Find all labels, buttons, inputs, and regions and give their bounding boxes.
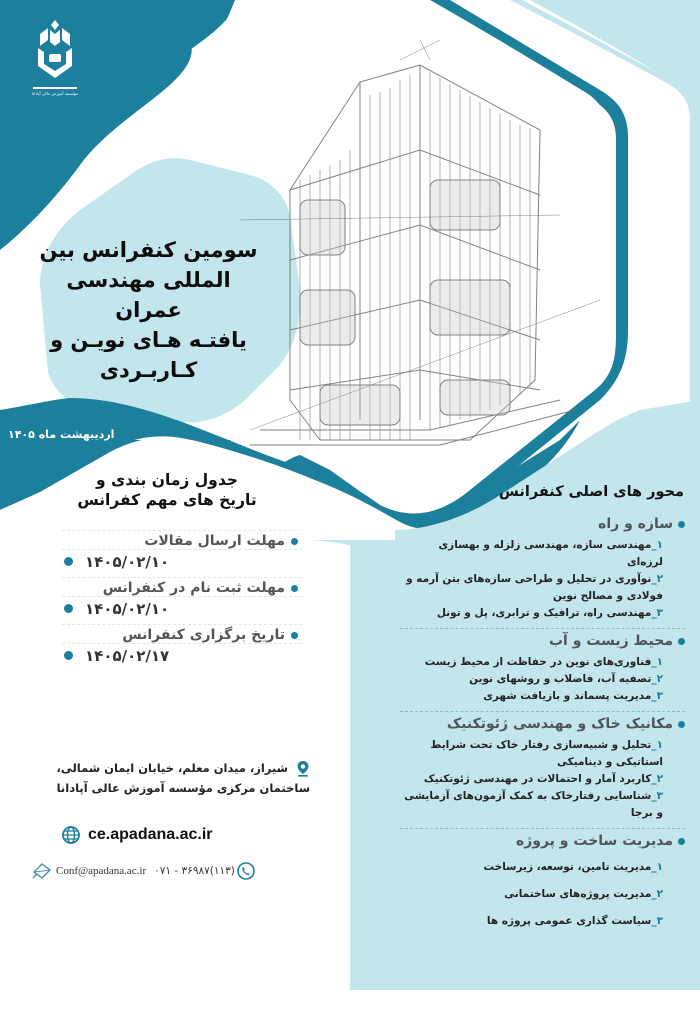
schedule-date: ۱۴۰۵/۰۲/۱۷	[85, 646, 170, 665]
topic-title: مدیریت ساخت و پروژه	[515, 833, 673, 849]
address-line-2: ساختمان مرکزی مؤسسه آموزش عالی آپادانا	[56, 781, 310, 795]
globe-icon	[62, 826, 80, 844]
topic-title: مکانیک خاک و مهندسی ژئوتکنیک	[446, 716, 673, 732]
topic-item: ۱_تحلیل و شبیه‌سازی رفتار خاک تحت شرایط استاتیکی و دینامیکی	[430, 739, 663, 768]
topic-item: ۲_تصفیه آب، فاضلاب و روشهای نوین	[469, 673, 663, 685]
schedule-date: ۱۴۰۵/۰۲/۱۰	[85, 599, 170, 618]
title-line-2: المللی مهندسی عمران	[66, 268, 231, 322]
conference-title	[36, 235, 261, 385]
bullet-icon	[678, 521, 685, 528]
institute-logo-icon	[30, 18, 80, 80]
topic-item: ۲_مدیریت پروژه‌های ساختمانی	[504, 888, 663, 900]
topic-item: ۳_مهندسی راه، ترافیک و ترابری، پل و تونل	[436, 607, 663, 619]
institute-logo	[30, 18, 80, 96]
email-address[interactable]: Conf@apadana.ac.ir	[56, 865, 147, 877]
schedule-date: ۱۴۰۵/۰۲/۱۰	[85, 552, 170, 571]
topic-item: ۱_مهندسی سازه، مهندسی زلزله و بهسازی لرزه‌ای	[438, 539, 663, 568]
bullet-icon	[64, 651, 73, 660]
logo-caption: مؤسسه آموزش عالی آپادانا	[31, 91, 79, 96]
website-link[interactable]	[62, 826, 213, 844]
schedule-label: تاریخ برگزاری کنفرانس	[122, 627, 285, 643]
topic-group	[400, 833, 685, 941]
topic-item: ۳_سیاست گذاری عمومی پروژه ها	[486, 915, 663, 927]
topic-title: محیط زیست و آب	[548, 633, 673, 649]
topic-group	[400, 516, 685, 629]
topic-item: ۳_شناسایی رفتارخاک به کمک آزمون‌های آزمایشی و برجا	[404, 790, 663, 819]
topic-title: سازه و راه	[598, 516, 673, 532]
phone-icon	[237, 862, 255, 880]
schedule-item	[62, 530, 302, 573]
bullet-icon	[678, 721, 685, 728]
schedule-label: مهلت ثبت نام در کنفرانس	[102, 580, 285, 596]
logo-divider	[33, 87, 77, 89]
title-line-4: کـاربـردی	[99, 358, 198, 382]
bullet-icon	[64, 604, 73, 613]
topic-item: ۲_نوآوری در تحلیل و طراحی سازه‌های بتن آرمه و فولادی و مصالح نوین	[406, 573, 663, 602]
topics-list	[400, 516, 685, 945]
topic-item: ۲_کاربرد آمار و احتمالات در مهندسی ژئوتکنیک	[423, 773, 663, 785]
address	[20, 758, 310, 798]
website-url: ce.apadana.ac.ir	[88, 826, 213, 843]
topic-group	[400, 716, 685, 829]
bullet-icon	[291, 538, 298, 545]
bullet-icon	[291, 632, 298, 639]
bullet-icon	[678, 638, 685, 645]
topic-group	[400, 633, 685, 712]
topics-heading: محور های اصلی کنفرانس	[498, 484, 684, 500]
topic-item: ۱_فناوری‌های نوین در حفاظت از محیط زیست	[424, 656, 663, 668]
location-pin-icon	[296, 760, 310, 777]
schedule-item	[62, 624, 302, 667]
schedule-list	[62, 530, 302, 671]
title-line-3: یافتـه هـای نویـن و	[50, 328, 247, 352]
schedule-heading-line-2: تاریخ های مهم کفرانس	[77, 491, 257, 509]
schedule-item	[62, 577, 302, 620]
schedule-label: مهلت ارسال مقالات	[144, 533, 285, 549]
title-line-1: سومین کنفرانس بین	[39, 238, 258, 262]
conference-month: اردیبهشت ماه ۱۴۰۵	[8, 428, 115, 441]
bullet-icon	[678, 838, 685, 845]
contact-row	[32, 862, 255, 880]
bullet-icon	[291, 585, 298, 592]
schedule-heading-line-1: جدول زمان بندی و	[96, 471, 238, 489]
topic-item: ۳_مدیریت پسماند و بازیافت شهری	[483, 690, 663, 702]
phone-number[interactable]: ۰۷۱ - ۳۶۹۸۷(۱۱۳)	[154, 865, 235, 877]
email-icon[interactable]	[32, 862, 52, 880]
bullet-icon	[64, 557, 73, 566]
schedule-heading	[62, 470, 272, 510]
topic-item: ۱_مدیریت تامین، توسعه، زیرساخت	[483, 861, 663, 873]
address-line-1: شیراز، میدان معلم، خیابان ایمان شمالی،	[56, 761, 288, 775]
